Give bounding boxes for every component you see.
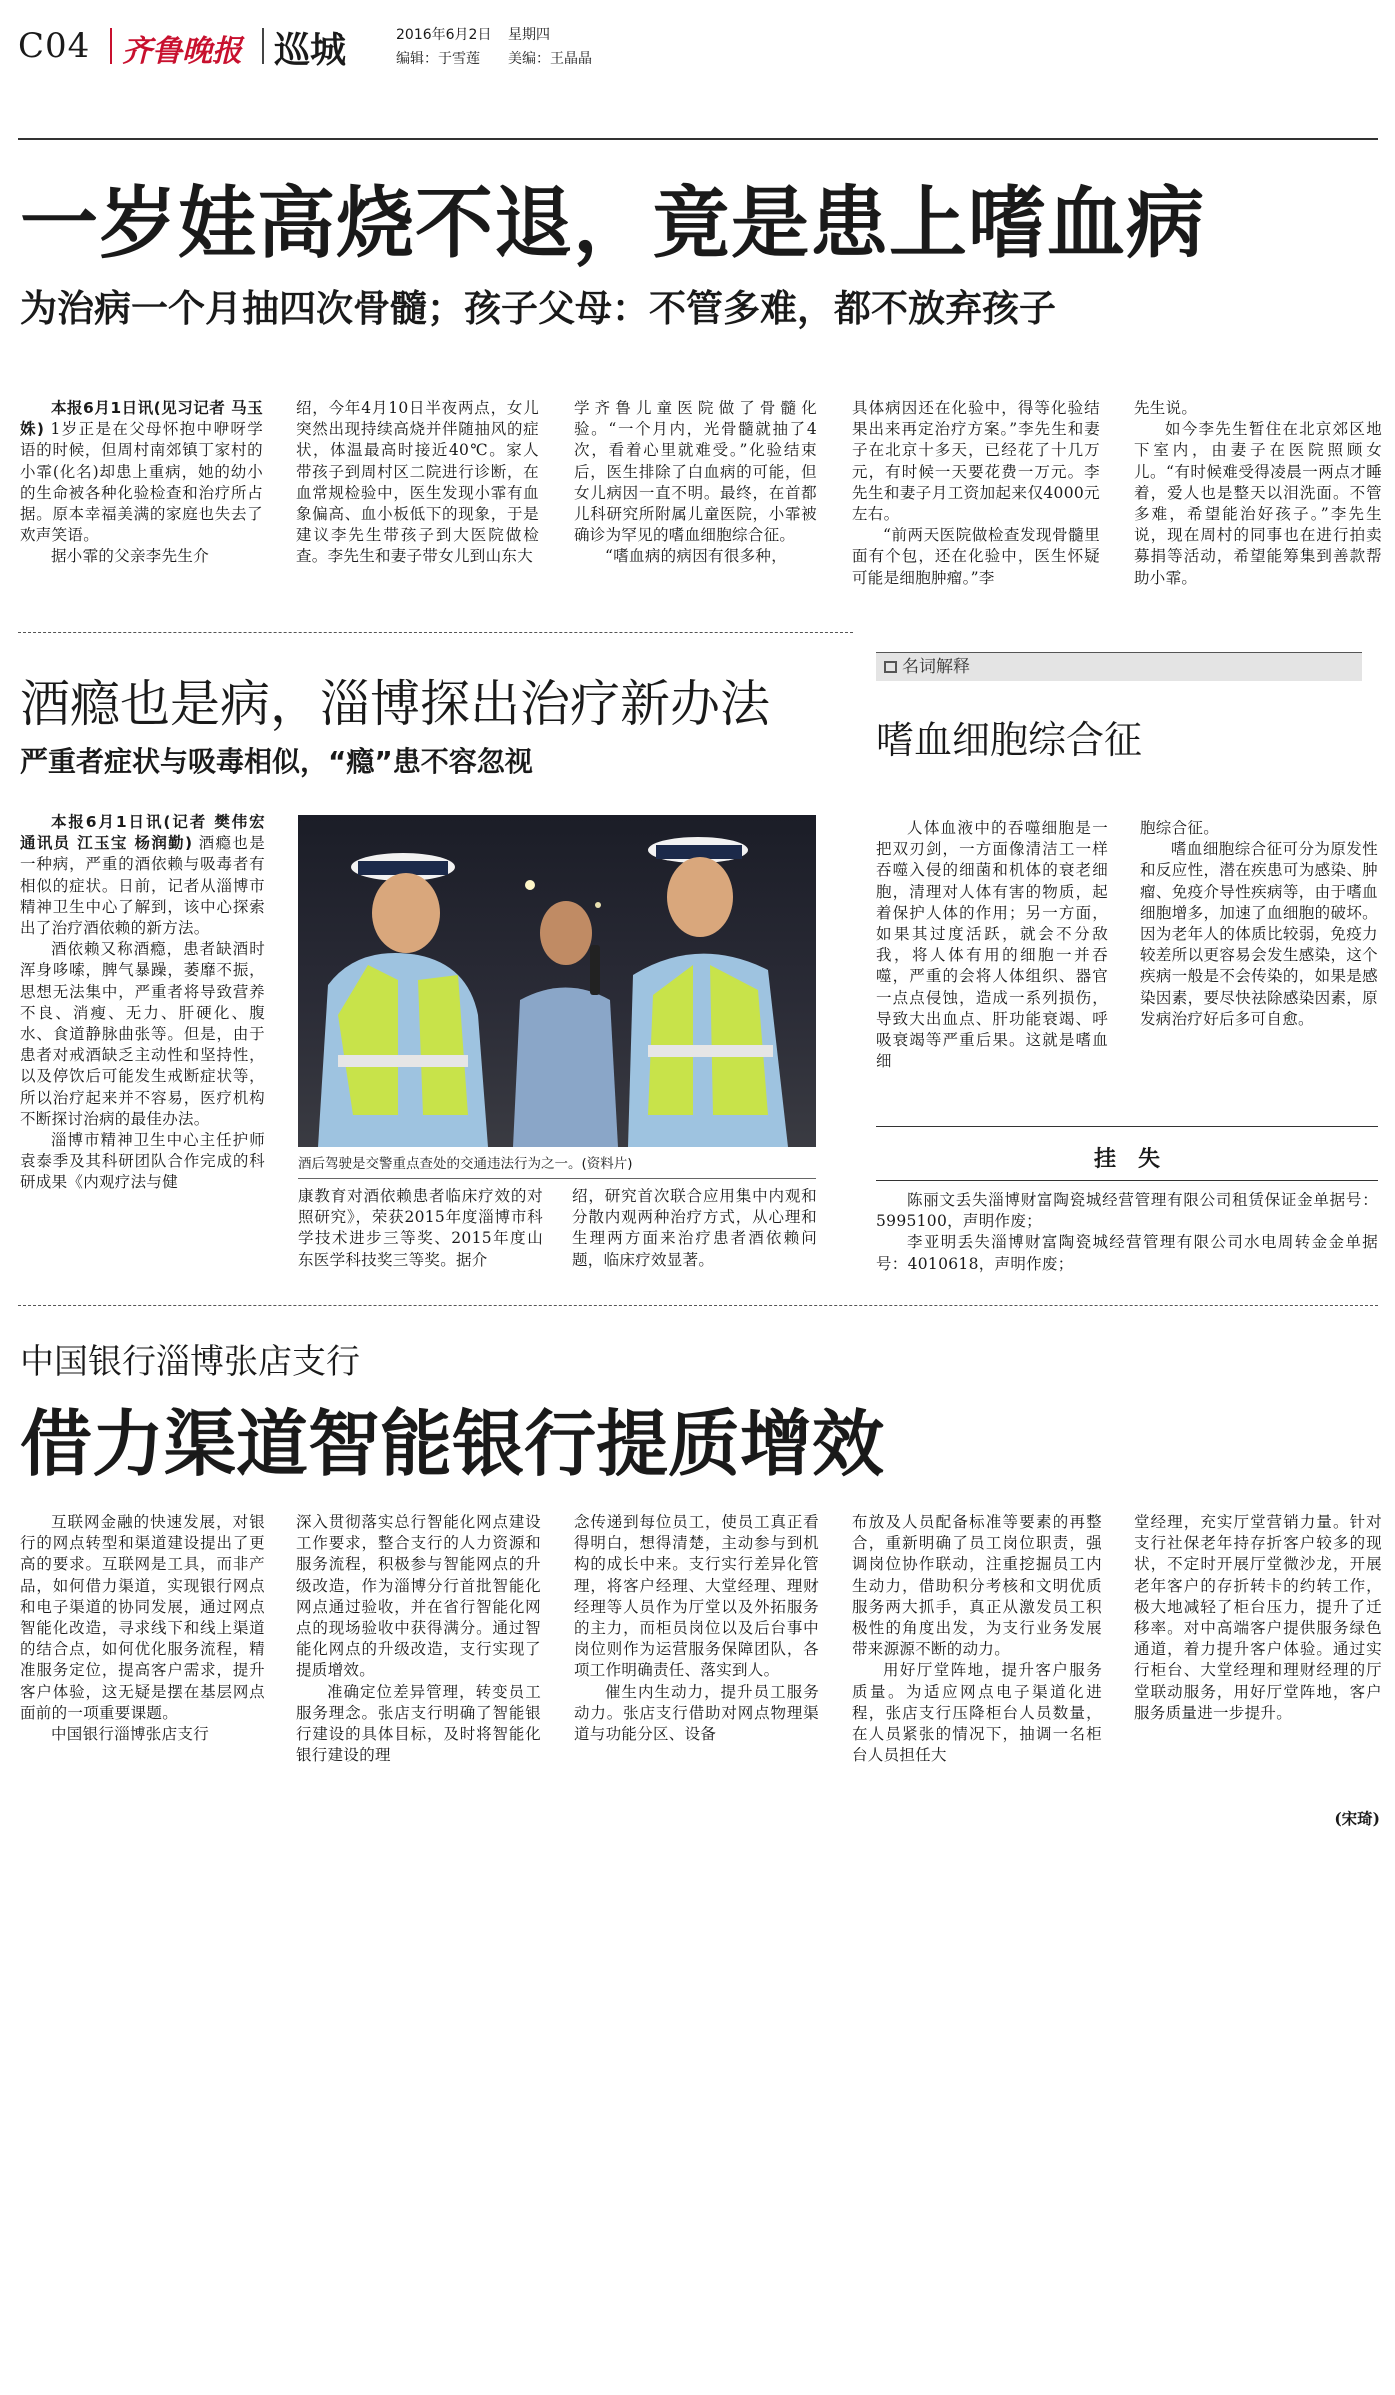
masthead-rule — [18, 138, 1378, 140]
glossary-para: 人体血液中的吞噬细胞是一把双刃剑，一方面像清洁工一样吞噬入侵的细菌和机体的衰老细胞，清理对人体有害的物质，起着保护人体的作用；另一方面，如果其过度活跃，就会不分敌我，将人体有用的细胞一并吞噬，严重的会将人体组织、器官一点点侵蚀，造成一系列损伤，导致大出血点、肝功能衰竭、呼吸衰竭等严重后果。这就是嗜血细 — [876, 819, 1108, 1071]
story1-headline: 一岁娃高烧不退，竟是患上嗜血病 — [20, 179, 1206, 269]
story1-para: 学齐鲁儿童医院做了骨髓化验。“一个月内，光骨髓就抽了4次，看着心里就难受。”化验结束后，医生排除了白血病的可能，但女儿病因一直不明。最终，在首都儿科研究所附属儿童医院，小霏被确诊为罕见的嗜血细胞综合征。 — [574, 399, 817, 545]
glossary-col-1 — [876, 818, 1108, 1138]
story2-divider — [18, 1305, 1378, 1306]
story1-col-2 — [296, 398, 539, 610]
story1-divider — [18, 632, 853, 633]
paper-logo: 齐鲁晚报 — [122, 34, 242, 69]
glossary-square-icon — [884, 661, 897, 673]
story3-para: 布放及人员配备标准等要素的再整合，重新明确了员工岗位职责，强调岗位协作联动，注重挖掘员工内生动力，借助积分考核和文明优质服务两大抓手，真正从激发员工积极性的角度出发，为支行业务发展带来源源不断的动力。 — [852, 1513, 1102, 1659]
photo-caption: 酒后驾驶是交警重点查处的交通违法行为之一。(资料片) — [298, 1156, 633, 1172]
section-name: 巡城 — [274, 30, 347, 71]
story3-para: 深入贯彻落实总行智能化网点建设工作要求，整合支行的人力资源和服务流程，积极参与智能网点的升级改造，作为淄博分行首批智能化网点通过验收，并在省行智能化网点的现场验收中获得满分。通过智能化网点的升级改造，支行实现了提质增效。 — [296, 1513, 541, 1680]
notice-item: 陈丽文丢失淄博财富陶瓷城经营管理有限公司租赁保证金单据号：5995100，声明作废； — [876, 1191, 1378, 1231]
story1-col-3 — [574, 398, 817, 610]
notice-body — [876, 1190, 1378, 1286]
story1-para: “嗜血病的病因有很多种， — [605, 547, 788, 566]
story3-headline: 借力渠道智能银行提质增效 — [20, 1402, 885, 1486]
story3-col-2 — [296, 1512, 541, 1832]
page-code: C04 — [18, 26, 91, 66]
glossary-para: 胞综合征。 — [1140, 819, 1220, 837]
story1-col-5 — [1134, 398, 1382, 610]
story3-para: 堂经理，充实厅堂营销力量。针对支行社保老年持存折客户较多的现状，不定时开展厅堂微沙龙，开展老年客户的存折转卡的约转工作，极大地减轻了柜台压力，提升了迁移率。对中高端客户提供服务绿色通道，着力提升客户体验。通过实行柜台、大堂经理和理财经理的厅堂联动服务，用好厅堂阵地，客户服务质量进一步提升。 — [1134, 1513, 1382, 1722]
story1-para: “前两天医院做检查发现骨髓里面有个包，还在化验中，医生怀疑可能是细胞肿瘤。”李 — [852, 526, 1100, 587]
masthead-divider — [262, 28, 264, 64]
masthead-divider — [110, 28, 112, 64]
story2-para: 淄博市精神卫生中心主任护师袁泰季及其科研团队合作完成的科研成果《内观疗法与健 — [20, 1131, 265, 1192]
glossary-label: 名词解释 — [902, 657, 970, 677]
story2-para: 酒瘾也是一种病，严重的酒依赖与吸毒者有相似的症状。日前，记者从淄博市精神卫生中心了解到，该中心探索出了治疗酒依赖的新方法。 — [20, 834, 265, 938]
story2-col-1 — [20, 812, 265, 1288]
story3-para: 中国银行淄博张店支行 — [51, 1725, 210, 1744]
story1-col-4 — [852, 398, 1100, 610]
traffic-police-scene-illustration — [298, 815, 816, 1147]
story3-para: 准确定位差异管理，转变员工服务理念。张店支行明确了智能银行建设的具体目标，及时将智能化银行建设的理 — [296, 1682, 541, 1765]
story3-col-1 — [20, 1512, 265, 1832]
story3-kicker: 中国银行淄博张店支行 — [20, 1342, 360, 1382]
story2-headline: 酒瘾也是病，淄博探出治疗新办法 — [20, 675, 770, 733]
story1-para: 先生说。 — [1134, 399, 1198, 417]
designer: 美编：王晶晶 — [508, 51, 592, 67]
notice-title-rule — [876, 1180, 1378, 1181]
editor: 编辑：于雪莲 — [396, 51, 480, 67]
story1-para: 如今李先生暂住在北京郊区地下室内，由妻子在医院照顾女儿。“有时候难受得凌晨一两点才睡着，爱人也是整天以泪洗面。不管多难，希望能治好孩子。”李先生说，现在周村的同事也在进行拍卖募捐等活动，希望能筹集到善款帮助小霏。 — [1134, 420, 1382, 587]
story2-para: 康教育对酒依赖患者临床疗效的对照研究》，荣获2015年度淄博市科学技术进步三等奖、2015年度山东医学科技奖三等奖。据介 — [298, 1187, 543, 1269]
story2-lead: 本报6月1日讯(记者 樊伟宏 通讯员 江玉宝 杨润勤) — [20, 813, 265, 853]
story1-lead: 本报6月1日讯(见习记者 马玉姝) — [20, 399, 263, 439]
story1-para: 1岁正是在父母怀抱中咿呀学语的时候，但周村南郊镇丁家村的小霏(化名)却患上重病，她的幼小的生命被各种化验检查和治疗所占据。原本幸福美满的家庭也失去了欢声笑语。 — [20, 420, 263, 545]
story2-para: 绍，研究首次联合应用集中内观和分散内观两种治疗方式，从心理和生理两方面来治疗患者酒依赖问题，临床疗效显著。 — [572, 1187, 817, 1269]
story2-para: 酒依赖又称酒瘾，患者缺酒时浑身哆嗦，脾气暴躁，萎靡不振，思想无法集中，严重者将导致营养不良、消瘦、无力、肝硬化、腹水、食道静脉曲张等。但是，由于患者对戒酒缺乏主动性和坚持性，以及停饮后可能发生戒断症状等，所以治疗起来并不容易，医疗机构不断探讨治病的最佳办法。 — [20, 940, 265, 1128]
story1-para: 绍，今年4月10日半夜两点，女儿突然出现持续高烧并伴随抽风的症状，体温最高时接近40℃。家人带孩子到周村区二院进行诊断，在血常规检验中，医生发现小霏有血象偏高、血小板低下的现象，于是建议李先生带孩子到大医院做检查。李先生和妻子带女儿到山东大 — [296, 399, 539, 566]
story1-para: 具体病因还在化验中，得等化验结果出来再定治疗方案。”李先生和妻子在北京十多天，已经花了十几万元，有时候一天要花费一万元。李先生和妻子月工资加起来仅4000元左右。 — [852, 399, 1100, 524]
issue-date: 2016年6月2日 — [396, 27, 492, 43]
story3-col-3 — [574, 1512, 819, 1832]
news-photo — [298, 815, 816, 1147]
story3-col-4 — [852, 1512, 1102, 1832]
story3-para: 互联网金融的快速发展，对银行的网点转型和渠道建设提出了更高的要求。互联网是工具，而非产品，如何借力渠道，实现银行网点和电子渠道的协同发展，通过网点智能化改造，寻求线下和线上渠道的结合点，如何优化服务流程，精准服务定位，提高客户需求，提升客户体验，这无疑是摆在基层网点面前的一项重要课题。 — [20, 1513, 265, 1722]
story1-subhead: 为治病一个月抽四次骨髓；孩子父母：不管多难，都不放弃孩子 — [20, 287, 1056, 330]
glossary-para: 嗜血细胞综合征可分为原发性和反应性，潜在疾患可为感染、肿瘤、免疫介导性疾病等，由于嗜血细胞增多，加速了血细胞的破坏。因为老年人的体质比较弱，免疫力较差所以更容易会发生感染，这个疾病一般是不会传染的，如果是感染因素，要尽快祛除感染因素，原发病治疗好后多可自愈。 — [1140, 840, 1378, 1028]
caption-rule — [298, 1178, 816, 1179]
glossary-col-2 — [1140, 818, 1378, 1138]
story3-byline: (宋琦) — [1334, 1809, 1380, 1828]
story1-para: 据小霏的父亲李先生介 — [51, 547, 210, 566]
masthead — [18, 22, 1378, 72]
story1-col-1 — [20, 398, 263, 610]
notice-item: 李亚明丢失淄博财富陶瓷城经营管理有限公司水电周转金金单据号：4010618，声明作废； — [876, 1233, 1378, 1273]
story3-col-5 — [1134, 1512, 1382, 1812]
notice-top-rule — [876, 1126, 1378, 1127]
issue-weekday: 星期四 — [508, 27, 550, 43]
story3-para: 念传递到每位员工，使员工真正看得明白，想得清楚，主动参与到机构的成长中来。支行实行差异化管理，将客户经理、大堂经理、理财经理等人员作为厅堂以及外拓服务的主力，而柜员岗位以及后台事中岗位则作为运营服务保障团队，各项工作明确责任、落实到人。 — [574, 1513, 819, 1680]
story2-col-3 — [572, 1186, 817, 1288]
story2-col-2 — [298, 1186, 543, 1288]
story3-para: 用好厅堂阵地，提升客户服务质量。为适应网点电子渠道化进程，张店支行压降柜台人员数量，在人员紧张的情况下，抽调一名柜台人员担任大 — [852, 1661, 1102, 1765]
glossary-title: 嗜血细胞综合征 — [876, 718, 1143, 762]
story3-para: 催生内生动力，提升员工服务动力。张店支行借助对网点物理渠道与功能分区、设备 — [574, 1682, 819, 1744]
story2-subhead: 严重者症状与吸毒相似，“瘾”患不容忽视 — [20, 745, 533, 778]
notice-title: 挂 失 — [1093, 1147, 1160, 1172]
